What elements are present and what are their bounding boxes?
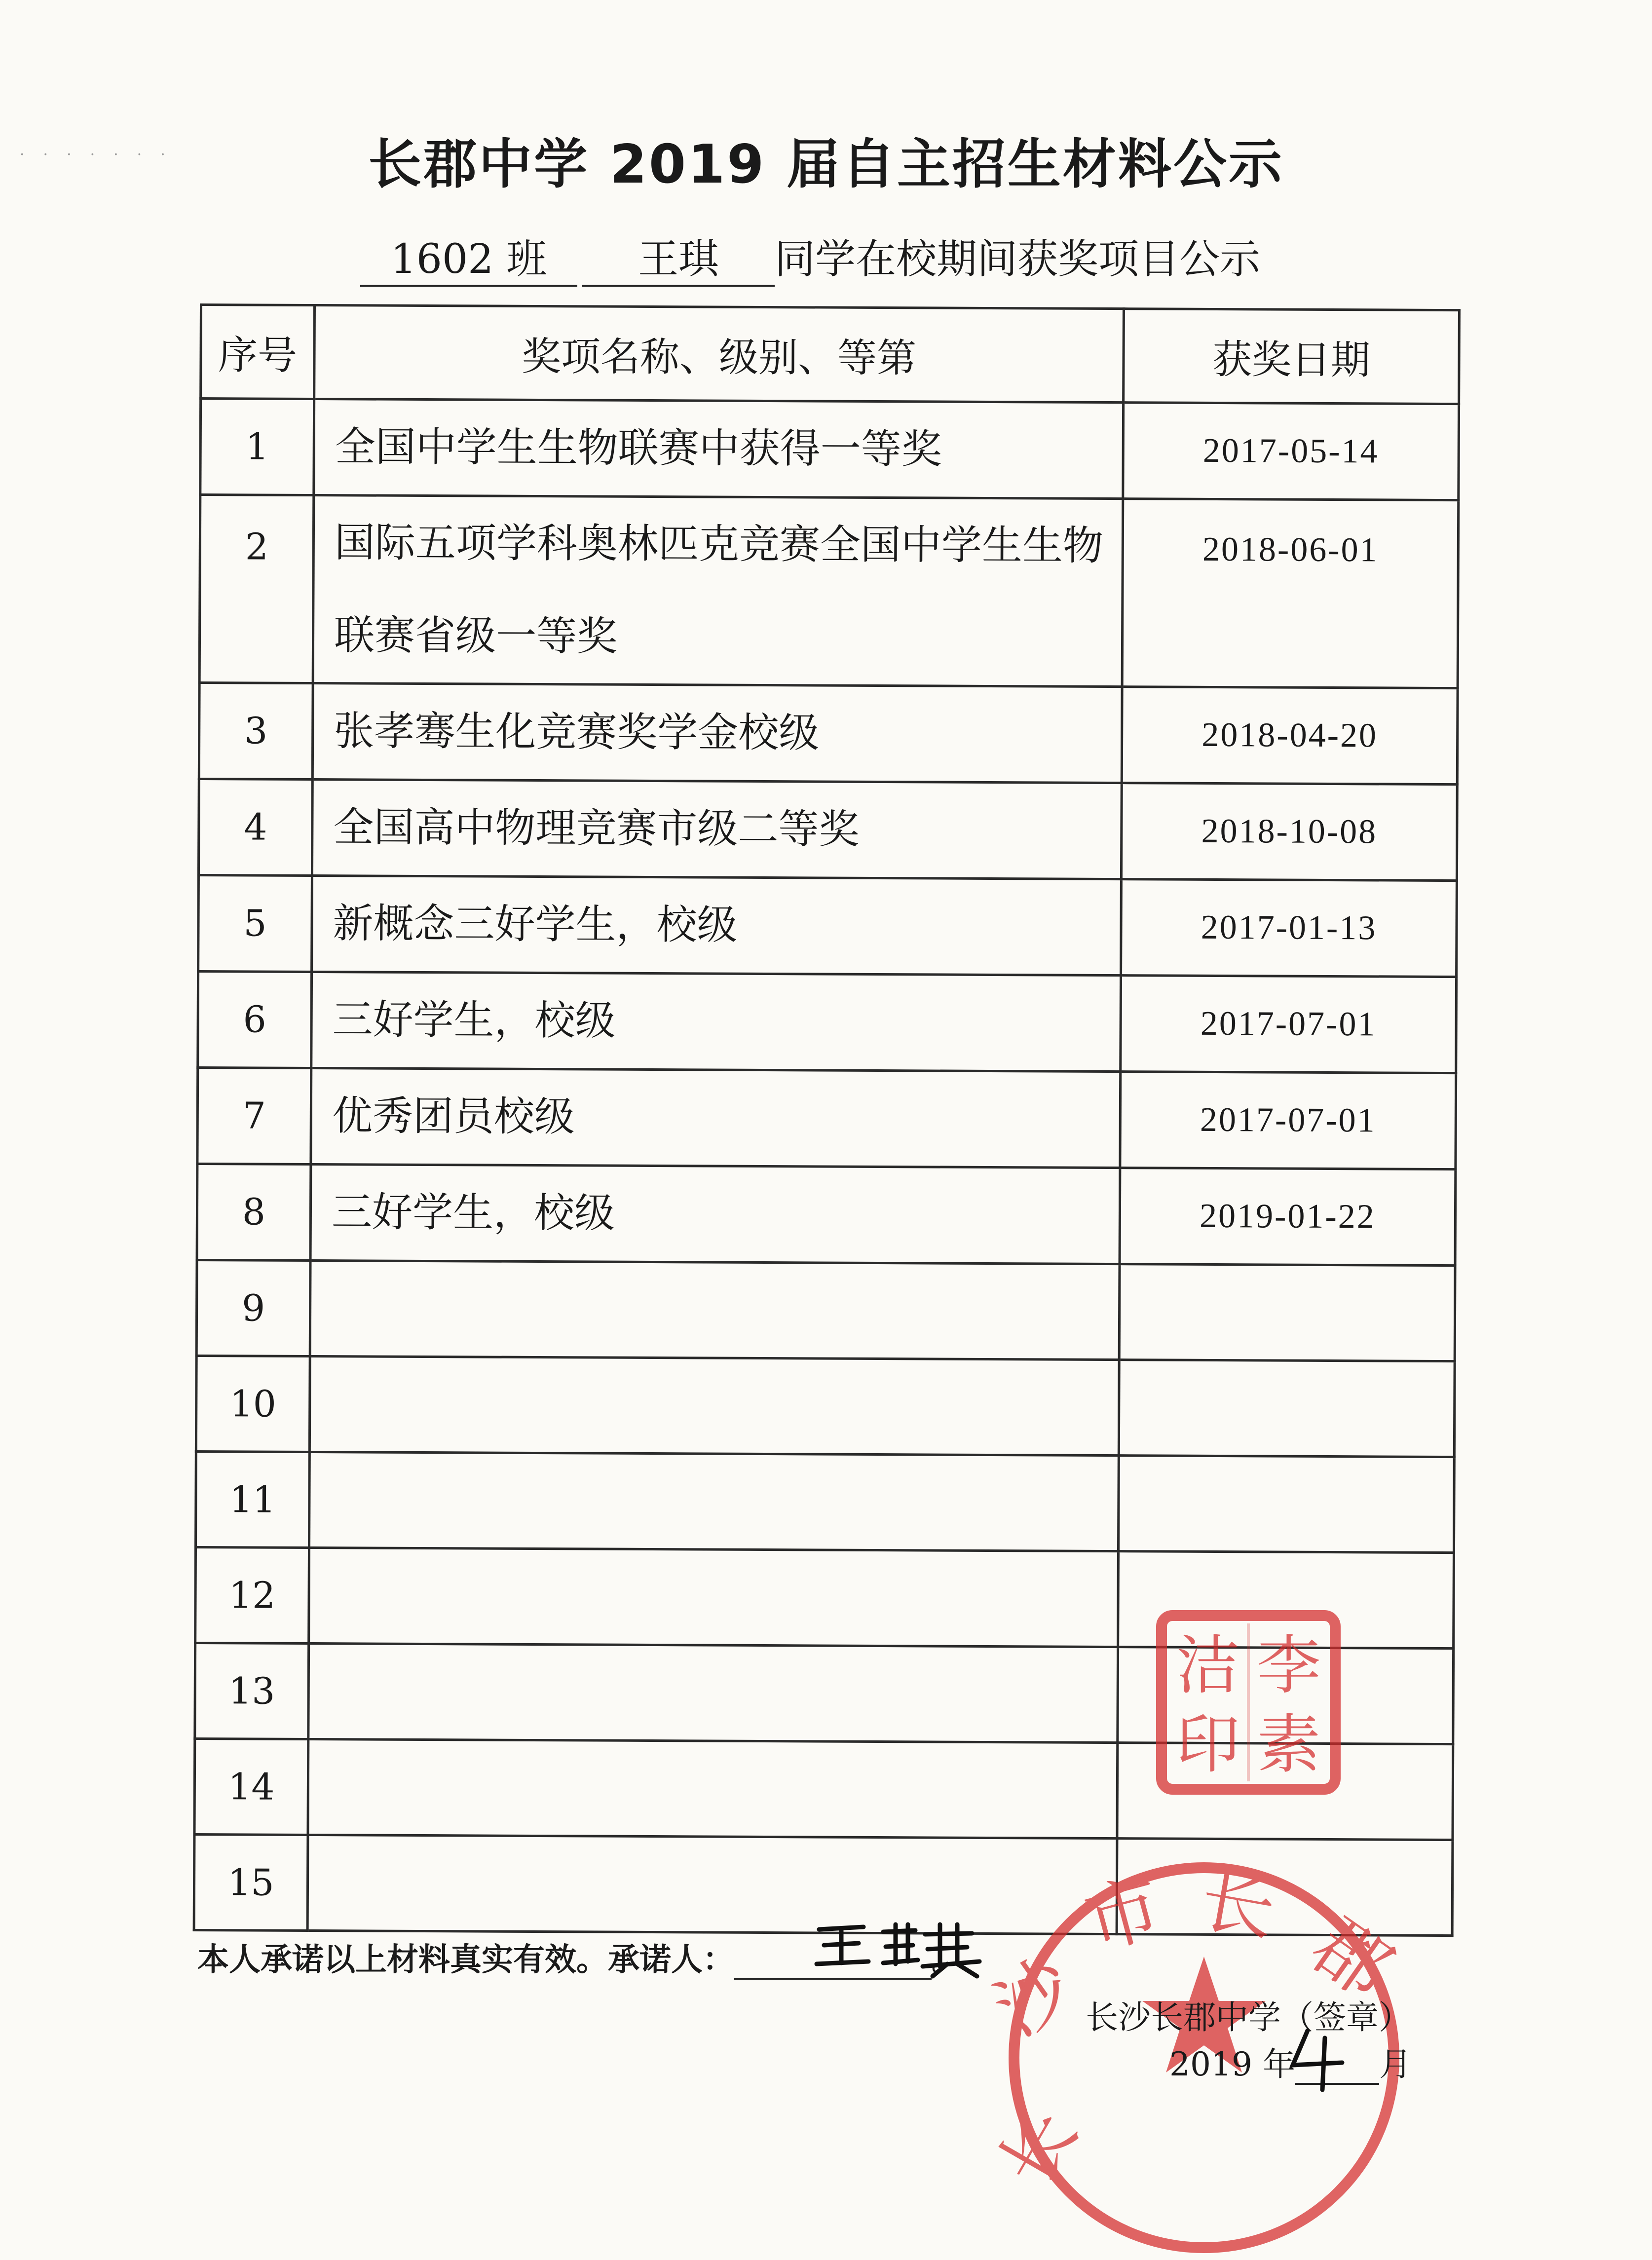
table-row [198,971,1457,1073]
award-date: 2018-10-08 [1121,783,1457,881]
award-name: 优秀团员校级 [311,1068,1121,1168]
svg-text:素: 素 [1256,1707,1321,1782]
subtitle-suffix: 同学在校期间获奖项目公示 [775,236,1261,283]
handwritten-month [1283,2023,1357,2092]
row-number: 8 [197,1164,311,1260]
personal-seal-stamp [1155,1609,1342,1796]
row-number: 5 [198,875,312,972]
award-name [309,1356,1119,1455]
svg-text:印: 印 [1175,1707,1240,1782]
row-number: 7 [197,1067,311,1164]
row-number: 11 [196,1451,310,1547]
document-subtitle [360,227,1260,287]
table-row [197,1067,1456,1169]
table-row [199,683,1458,785]
award-date: 2017-07-01 [1121,976,1457,1073]
award-name [308,1643,1118,1742]
award-date [1118,1456,1454,1553]
class-number-blank [360,227,577,287]
sign-year: 2019 [1169,2045,1252,2083]
svg-text:郡: 郡 [1296,1901,1407,2015]
table-header-row [201,305,1460,404]
student-name: 王琪 [638,236,719,283]
table-row [196,1356,1455,1457]
table-row [198,779,1457,881]
award-date: 2018-06-01 [1122,499,1459,688]
award-name [309,1547,1119,1647]
svg-text:李: 李 [1256,1628,1321,1703]
header-date: 获奖日期 [1124,309,1460,404]
pledge-text: 本人承诺以上材料真实有效。承诺人： [197,1942,734,1978]
award-name: 全国中学生生物联赛中获得一等奖 [314,399,1124,499]
row-number: 14 [194,1738,308,1835]
award-date [1119,1360,1455,1457]
award-date: 2017-07-01 [1120,1072,1456,1169]
header-award: 奖项名称、级别、等第 [314,305,1124,403]
student-name-blank [582,227,775,287]
award-name: 三好学生，校级 [310,1164,1120,1264]
row-number: 12 [195,1547,309,1643]
award-name: 新概念三好学生，校级 [312,876,1122,976]
svg-text:长: 长 [983,2095,1095,2202]
table-row [198,875,1457,977]
document-title: 长郡中学 2019 届自主招生材料公示 [368,134,1284,195]
award-date: 2017-01-13 [1121,879,1457,977]
pledge-end: 。 [932,1942,963,1978]
svg-text:洁: 洁 [1175,1628,1240,1703]
award-name [308,1739,1118,1838]
table-row [196,1260,1455,1361]
scan-dots: ······· [20,146,184,163]
table-row [200,399,1459,500]
table-row [197,1164,1456,1265]
row-number: 10 [196,1356,310,1452]
svg-text:市: 市 [1076,1864,1170,1966]
row-number: 4 [198,779,312,876]
header-number: 序号 [201,305,315,399]
school-signature-label: 长沙长郡中学（签章） [1086,1998,1411,2036]
table-row [199,495,1459,688]
award-name [309,1452,1119,1551]
award-date [1119,1264,1455,1361]
handwritten-signature [809,1915,1016,1979]
row-number: 9 [196,1260,310,1356]
row-number: 2 [199,495,314,683]
row-number: 6 [198,971,312,1068]
award-name: 全国高中物理竞赛市级二等奖 [312,780,1122,879]
award-name: 国际五项学科奥林匹克竞赛全国中学生生物联赛省级一等奖 [313,495,1123,687]
table-row [196,1451,1455,1552]
award-name: 张孝骞生化竞赛奖学金校级 [312,683,1122,783]
svg-text:沙: 沙 [979,1941,1089,2054]
row-number: 1 [200,399,314,495]
award-date: 2018-04-20 [1122,687,1458,785]
award-name: 三好学生，校级 [311,972,1121,1072]
class-word: 班 [506,236,547,283]
row-number: 15 [194,1834,308,1930]
svg-text:长: 长 [1194,1856,1282,1954]
sign-month-word: 月 [1379,2045,1412,2083]
class-number: 1602 [390,236,494,283]
sign-year-word: 年 [1262,2045,1295,2083]
award-date: 2019-01-22 [1120,1168,1456,1266]
award-name [310,1260,1120,1359]
row-number: 3 [199,683,313,780]
row-number: 13 [195,1643,309,1739]
award-date: 2017-05-14 [1123,403,1459,500]
